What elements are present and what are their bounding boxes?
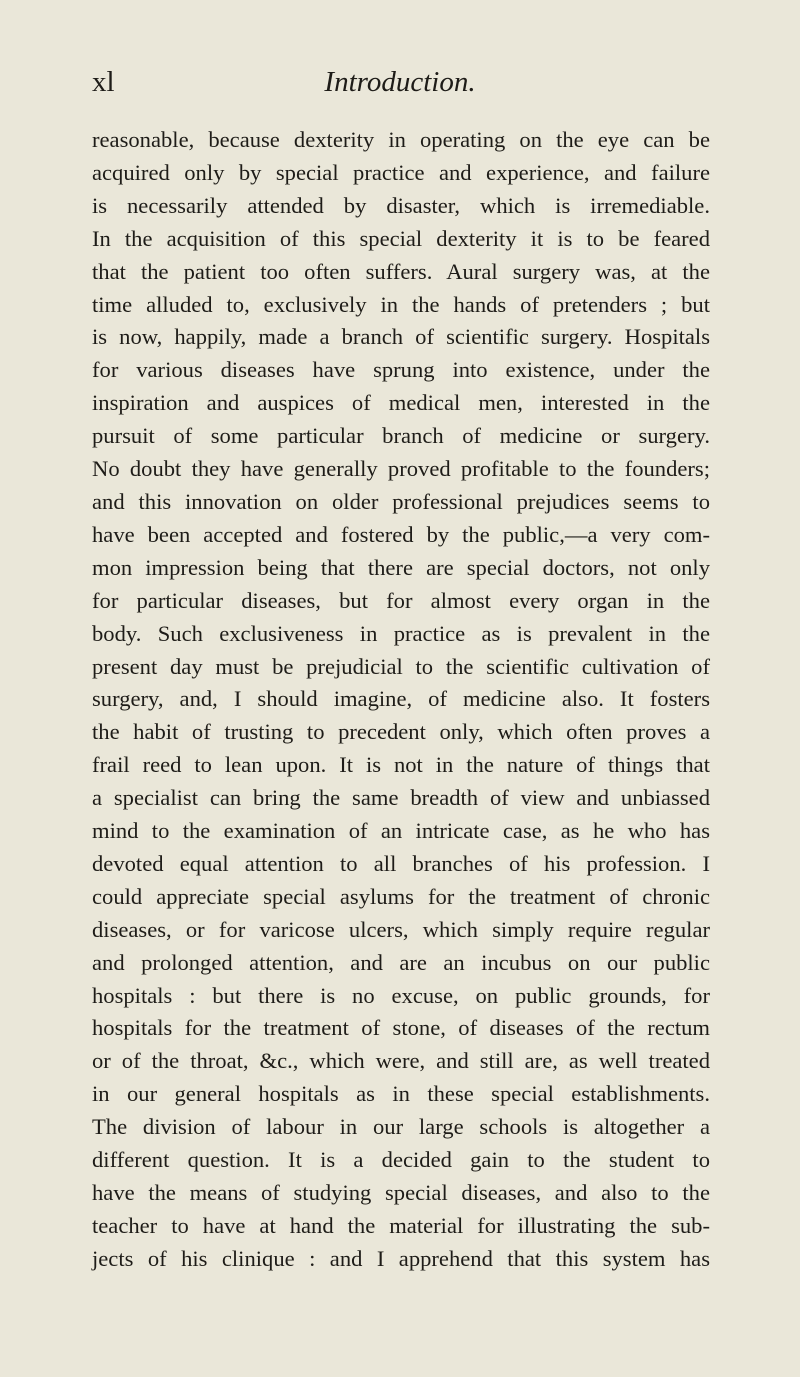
text-line: In the acquisition of this special dexterity it is to be feared (92, 225, 710, 251)
text-line: mon impression being that there are special doctors, not only (92, 554, 710, 580)
text-line: or of the throat, &c., which were, and still are, as well treated (92, 1048, 710, 1074)
text-line: mind to the examination of an intricate case, as he who has (92, 818, 710, 844)
text-line: body. Such exclusiveness in practice as is prevalent in the (92, 620, 710, 646)
text-line: pursuit of some particular branch of medicine or surgery. (92, 423, 710, 449)
text-line: frail reed to lean upon. It is not in the nature of things that (92, 752, 710, 778)
text-line: No doubt they have generally proved profitable to the founders; (92, 456, 710, 482)
text-line: the habit of trusting to precedent only, which often proves a (92, 719, 710, 745)
text-line: is necessarily attended by disaster, which is irremediable. (92, 192, 710, 218)
text-line: hospitals : but there is no excuse, on public grounds, for (92, 982, 710, 1008)
text-line: acquired only by special practice and experience, and failure (92, 159, 710, 185)
text-line: is now, happily, made a branch of scientific surgery. Hospitals (92, 324, 710, 350)
text-line: for particular diseases, but for almost every organ in the (92, 587, 710, 613)
text-line: devoted equal attention to all branches of his profession. I (92, 850, 710, 876)
body-paragraph (92, 124, 710, 1276)
text-line: diseases, or for varicose ulcers, which simply require regular (92, 916, 710, 942)
text-line: inspiration and auspices of medical men, interested in the (92, 390, 710, 416)
page-header (92, 66, 708, 106)
text-line: present day must be prejudicial to the scientific cultivation of (92, 653, 710, 679)
text-line: jects of his clinique : and I apprehend that this system has (92, 1245, 710, 1271)
text-line: a specialist can bring the same breadth of view and unbiassed (92, 785, 710, 811)
text-line: for various diseases have sprung into existence, under the (92, 357, 710, 383)
text-line: time alluded to, exclusively in the hands of pretenders ; but (92, 291, 710, 317)
text-line: teacher to have at hand the material for illustrating the sub- (92, 1212, 710, 1238)
text-line: and prolonged attention, and are an incubus on our public (92, 949, 710, 975)
text-line: different question. It is a decided gain to the student to (92, 1147, 710, 1173)
running-head: Introduction. (324, 66, 476, 98)
text-line: have the means of studying special diseases, and also to the (92, 1180, 710, 1205)
text-line: that the patient too often suffers. Aural surgery was, at the (92, 258, 710, 284)
text-line: The division of labour in our large schools is altogether a (92, 1114, 710, 1140)
text-line: have been accepted and fostered by the public,—a very com- (92, 521, 710, 547)
page-number: xl (92, 66, 115, 98)
text-line: and this innovation on older professional prejudices seems to (92, 488, 710, 514)
text-line: in our general hospitals as in these special establishments. (92, 1081, 710, 1107)
text-line: reasonable, because dexterity in operating on the eye can be (92, 127, 710, 152)
text-line: surgery, and, I should imagine, of medicine also. It fosters (92, 686, 710, 712)
text-line: could appreciate special asylums for the treatment of chronic (92, 883, 710, 909)
text-line: hospitals for the treatment of stone, of diseases of the rectum (92, 1015, 710, 1041)
